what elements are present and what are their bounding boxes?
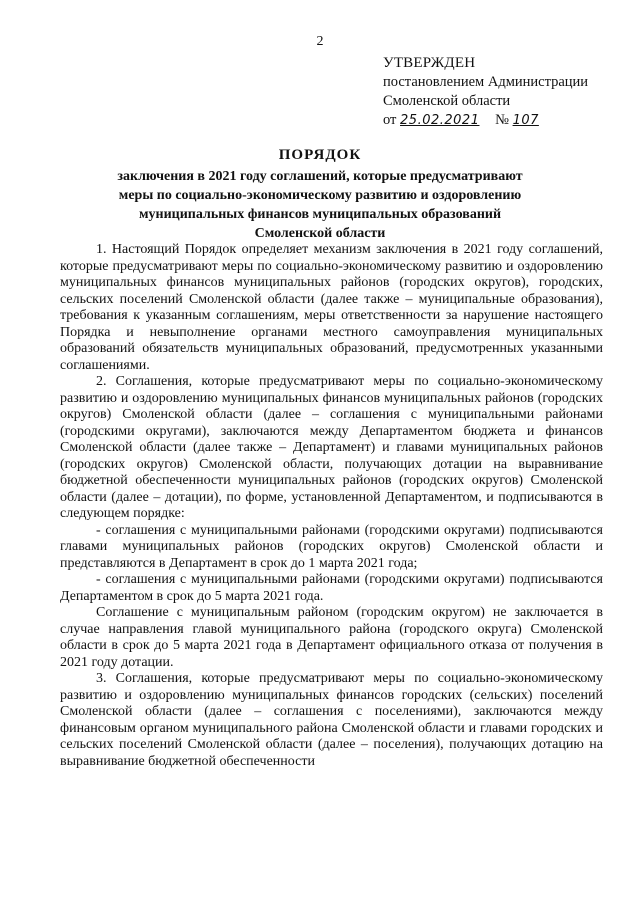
approval-date-line — [383, 111, 623, 130]
approval-heading: УТВЕРЖДЕН — [383, 55, 476, 71]
paragraph-dash-2: - соглашения с муниципальными районами (городскими округами) подписываются Департаментом в срок до 5 марта 2021 года. — [60, 572, 603, 604]
page-number: 2 — [316, 34, 324, 49]
approval-line-resolution: постановлением Администрации — [383, 74, 589, 90]
paragraph-1: 1. Настоящий Порядок определяет механизм заключения в 2021 году соглашений, которые предусматривают меры по социально-экономическому развитию и оздоровлению муниципальных финансов муниципальных районов (городских округов), городских, сельских поселений Смоленской области (далее также – муниципальные образования), требования к указанным соглашениям, меры ответственности за нарушение настоящего Порядка и невыполнение органами местного самоуправления муниципальных образований обязательств муниципальных образований, предусмотренных указанными соглашениями. — [60, 242, 603, 373]
handwritten-number: 107 — [512, 113, 539, 128]
date-prefix: от — [383, 112, 397, 128]
paragraph-3: 3. Соглашения, которые предусматривают меры по социально-экономическому развитию и оздоровлению муниципальных финансов городских (сельских) поселений Смоленской области (далее – соглашения с поселениями), заключаются между финансовым органом муниципального района Смоленской области и главами городских и сельских поселений Смоленской области (далее – поселения), получающих дотацию на выравнивание бюджетной обеспеченности — [60, 671, 603, 769]
number-prefix: № — [495, 112, 509, 128]
handwritten-date: 25.02.2021 — [400, 113, 480, 128]
document-body — [60, 242, 603, 770]
approval-block — [383, 54, 623, 130]
paragraph-refusal: Соглашение с муниципальным районом (городским округом) не заключается в случае направления главой муниципального района (городского округа) Смоленской области в срок до 5 марта 2021 года в Департамент официального отказа от получения в 2021 году дотации. — [60, 605, 603, 670]
paragraph-2: 2. Соглашения, которые предусматривают меры по социально-экономическому развитию и оздоровлению муниципальных финансов муниципальных районов (городских округов) Смоленской области (далее – соглашения с муниципальными районами (городскими округами), заключаются между Департаментом бюджета и финансов Смоленской области (далее также – Департамент) и главами муниципальных районов (городских округов) Смоленской области, получающих дотации на выравнивание бюджетной обеспеченности муниципальных районов (городских округов) Смоленской области (далее – дотации), по форме, установленной Департаментом, и подписываются в следующем порядке: — [60, 374, 603, 521]
paragraph-dash-1: - соглашения с муниципальными районами (городскими округами) подписываются главами муниципальных районов (городских округов) Смоленской области и представляются в Департамент в срок до 1 марта 2021 года; — [60, 522, 603, 571]
approval-line-region: Смоленской области — [383, 93, 511, 109]
document-title: ПОРЯДОК — [278, 147, 362, 163]
document-subtitle: заключения в 2021 году соглашений, которые предусматривают меры по социально-экономическому развитию и оздоровлению муниципальных финансов муниципальных образований Смоленской области — [117, 169, 523, 241]
